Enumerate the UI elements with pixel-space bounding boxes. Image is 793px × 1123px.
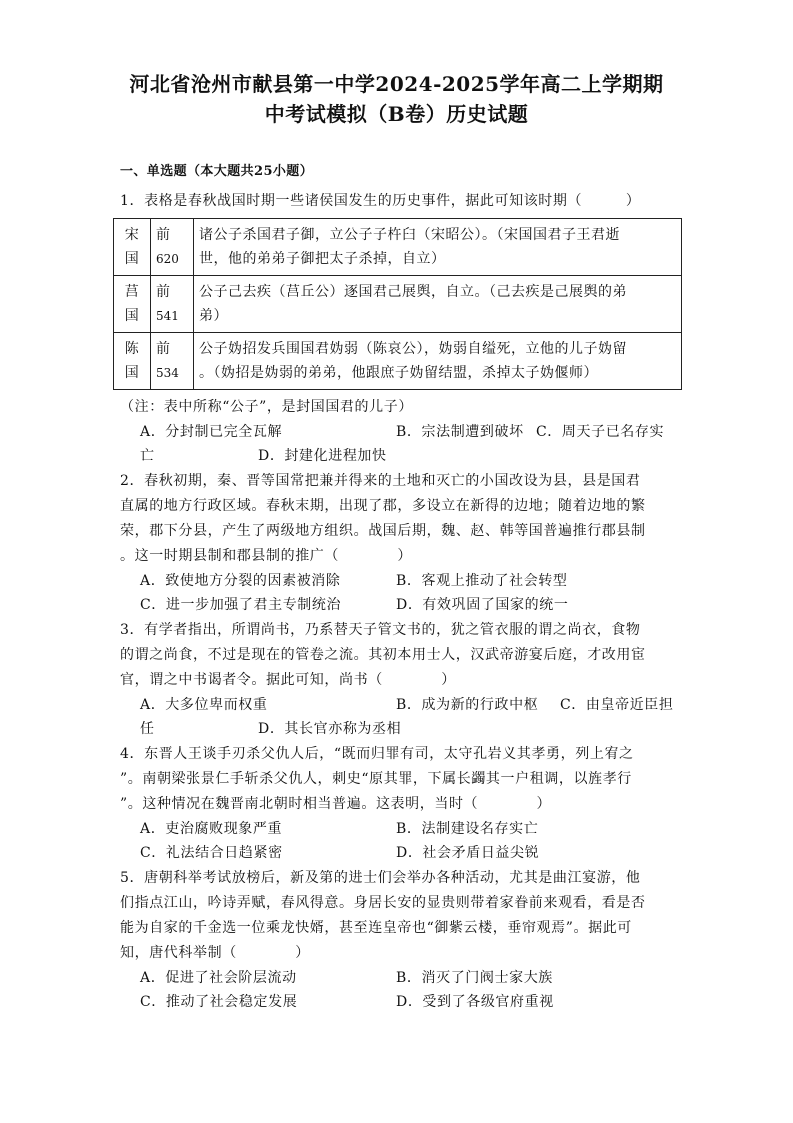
q2-option-b[interactable]: B．客观上推动了社会转型 [396,573,568,589]
era-label: 前 [156,284,171,300]
q4-stem-line: ”。南朝梁张景仁手斩杀父仇人，刺史“原其罪，下属长蠲其一户租调，以旌孝行 [120,771,632,787]
q5-option-b[interactable]: B．消灭了门阀士家大族 [396,970,553,986]
q2-stem-line: 直属的地方行政区域。春秋末期，出现了郡，多设立在新得的边地；随着边地的繁 [120,498,646,514]
q5-stem-line: 能为自家的千金选一位乘龙快婿，甚至连皇帝也“御紫云楼，垂帘观焉”。据此可 [120,920,632,936]
q3-option-b[interactable]: B．成为新的行政中枢 [396,697,539,713]
q5-option-c[interactable]: C．推动了社会稳定发展 [140,994,298,1010]
event-line: 公子己去疾（莒丘公）逐国君己展舆，自立。（己去疾是己展舆的弟 [199,284,627,300]
event-line: 弟） [199,308,228,324]
event-line: 公子妫招发兵围国君妫弱（陈哀公），妫弱自缢死，立他的儿子妫留 [199,341,627,357]
q3-stem-line: 3．有学者指出，所谓尚书，乃系替天子管文书的，犹之管衣服的谓之尚衣，食物 [120,622,641,638]
q1-option-c-cont: 亡 [140,448,155,464]
q4-option-c[interactable]: C．礼法结合日趋紧密 [140,845,283,861]
year-cell [151,333,194,390]
event-cell [194,219,682,276]
event-line: 世，他的弟弟子御把太子杀掉，自立） [199,251,446,267]
event-cell [194,276,682,333]
event-line: 诸公子杀国君子御，立公子子杵臼（宋昭公）。（宋国国君子王君逝 [199,227,620,243]
q1-history-table [113,218,682,390]
q2-option-a[interactable]: A．致使地方分裂的因素被消除 [140,573,341,589]
q3-stem-line: 的谓之尚食，不过是现在的管卷之流。其初本用士人，汉武帝游宴后庭，才改用宦 [120,647,646,663]
year-value: 541 [156,309,179,323]
section-heading: 一、单选题（本大题共25小题） [120,164,314,179]
q3-option-d[interactable]: D．其长官亦称为丞相 [258,721,402,737]
year-cell [151,276,194,333]
state-char: 国 [124,365,140,381]
q5-option-d[interactable]: D．受到了各级官府重视 [396,994,554,1010]
q2-stem-line: 荣，郡下分县，产生了两级地方组织。战国后期，魏、赵、韩等国普遍推行郡县制 [120,523,646,539]
q1-stem: 1．表格是春秋战国时期一些诸侯国发生的历史事件，据此可知该时期（ ） [120,193,641,209]
exam-title-line1: 河北省沧州市献县第一中学2024-2025学年高二上学期期 [129,72,664,96]
state-char: 国 [124,251,140,267]
q3-option-c-cont: 任 [140,721,155,737]
q1-option-b[interactable]: B．宗法制遭到破坏 [396,424,524,440]
q1-note: （注：表中所称“公子”，是封国国君的儿子） [120,399,413,415]
q5-stem-line: 5．唐朝科举考试放榜后，新及第的进士们会举办各种活动，尤其是曲江宴游，他 [120,870,641,886]
q3-option-c[interactable]: C．由皇帝近臣担 [560,697,674,713]
state-char: 宋 [124,227,140,243]
table-row [114,219,682,276]
era-label: 前 [156,341,171,357]
state-cell [114,219,151,276]
q4-option-b[interactable]: B．法制建设名存实亡 [396,821,539,837]
q1-option-d[interactable]: D．封建化进程加快 [258,448,387,464]
event-line: 。（妫招是妫弱的弟弟，他跟庶子妫留结盟，杀掉太子妫偃师） [199,365,598,381]
q3-option-a[interactable]: A．大多位卑而权重 [140,697,268,713]
q2-option-d[interactable]: D．有效巩固了国家的统一 [396,597,569,613]
q5-option-a[interactable]: A．促进了社会阶层流动 [140,970,297,986]
q1-option-a[interactable]: A．分封制已完全瓦解 [140,424,283,440]
q4-option-d[interactable]: D．社会矛盾日益尖锐 [396,845,540,861]
year-value: 620 [156,252,179,266]
q3-stem-line: 官，谓之中书谒者令。据此可知，尚书（ ） [120,672,456,688]
q4-stem-line: 4．东晋人王谈手刃杀父仇人后，“既而归罪有司，太守孔岩义其孝勇，列上宥之 [120,746,634,762]
q5-stem-line: 们指点江山，吟诗弄赋，春风得意。身居长安的显贵则带着家眷前来观看，看是否 [120,895,646,911]
q4-stem-line: ”。这种情况在魏晋南北朝时相当普遍。这表明，当时（ ） [120,796,552,812]
state-char: 陈 [124,341,140,357]
state-char: 莒 [124,284,140,300]
state-cell [114,333,151,390]
state-char: 国 [124,308,140,324]
q2-stem-line: 。这一时期县制和郡县制的推广（ ） [120,548,412,564]
era-label: 前 [156,227,171,243]
year-cell [151,219,194,276]
event-cell [194,333,682,390]
q5-stem-line: 知，唐代科举制（ ） [120,945,310,961]
table-row [114,333,682,390]
q1-option-c[interactable]: C．周天子已名存实 [536,424,665,440]
q2-stem-line: 2．春秋初期，秦、晋等国常把兼并得来的土地和灭亡的小国改设为县，县是国君 [120,473,641,489]
q2-option-c[interactable]: C．进一步加强了君主专制统治 [140,597,342,613]
state-cell [114,276,151,333]
exam-title-line2: 中考试模拟（B卷）历史试题 [264,102,529,126]
table-row [114,276,682,333]
year-value: 534 [156,366,179,380]
q4-option-a[interactable]: A．吏治腐败现象严重 [140,821,283,837]
